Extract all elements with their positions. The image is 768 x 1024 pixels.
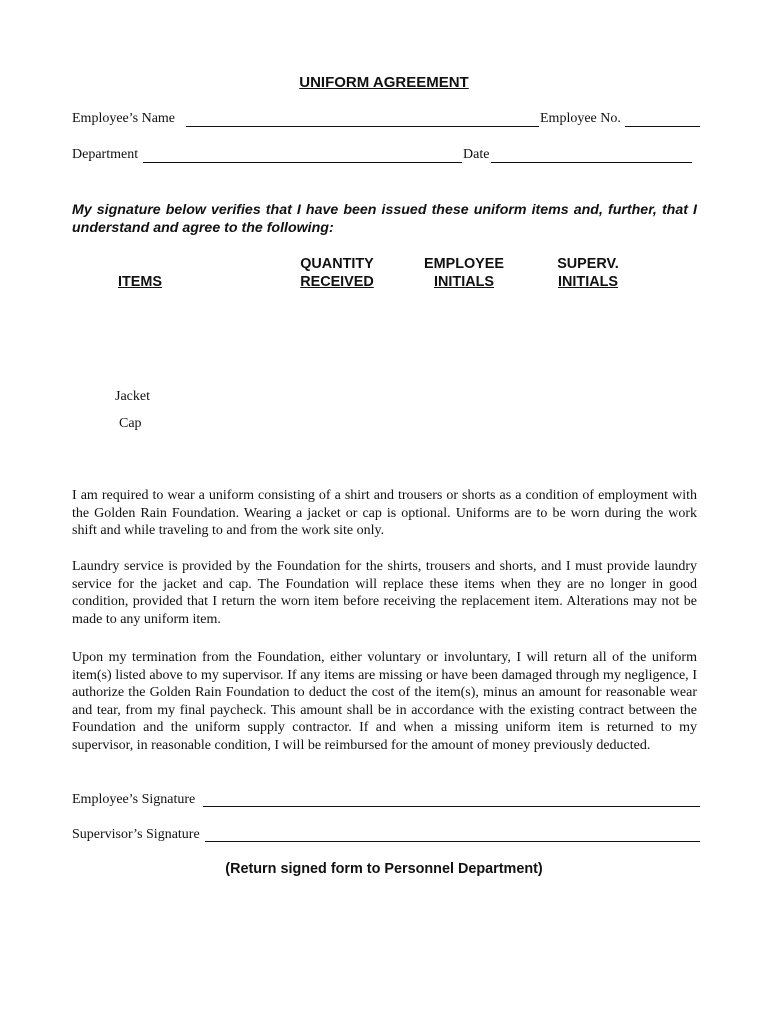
quantity-header-line2: RECEIVED xyxy=(300,274,374,290)
item-row-jacket: Jacket xyxy=(115,389,150,404)
paragraph-laundry-service: Laundry service is provided by the Foundation for the shirts, trousers and shorts, and I must provide laundry service for the jacket and cap. The Foundation will replace these items when they are no longer in good condition, provided that I return the worn item before receiving the replacement item. Alterations may not be made to any uniform item. xyxy=(72,559,697,627)
superv-header-line2: INITIALS xyxy=(558,274,618,290)
paragraph-uniform-requirement: I am required to wear a uniform consisting of a shirt and trousers or shorts as a condition of employment with the Golden Rain Foundation. Wearing a jacket or cap is optional. Uniforms are to be worn during the work shift and while traveling to and from the work site only. xyxy=(72,488,697,539)
date-label: Date xyxy=(463,147,490,162)
employee-header-line1: EMPLOYEE xyxy=(424,256,504,272)
superv-header-line1: SUPERV. xyxy=(557,256,619,272)
employee-signature-label: Employee’s Signature xyxy=(72,792,196,807)
items-column-header xyxy=(105,273,175,291)
employee-no-field[interactable] xyxy=(625,126,700,127)
employee-initials-column-header xyxy=(414,255,514,291)
items-header-text: ITEMS xyxy=(118,274,162,290)
supervisor-signature-field[interactable] xyxy=(205,841,700,842)
quantity-column-header xyxy=(290,255,384,291)
superv-initials-column-header xyxy=(546,255,630,291)
department-label: Department xyxy=(72,147,139,162)
employee-name-field[interactable] xyxy=(186,126,539,127)
quantity-header-line1: QUANTITY xyxy=(300,256,374,272)
return-instruction: (Return signed form to Personnel Department) xyxy=(225,861,543,877)
employee-header-line2: INITIALS xyxy=(434,274,494,290)
employee-no-label: Employee No. xyxy=(540,111,621,126)
item-row-cap: Cap xyxy=(119,416,142,431)
agreement-statement: My signature below verifies that I have been issued these uniform items and, further, that I understand and agree to the following: xyxy=(72,202,697,236)
paragraph-termination-return: Upon my termination from the Foundation, either voluntary or involuntary, I will return all of the uniform item(s) listed above to my supervisor. If any items are missing or have been damaged through my negligence, I authorize the Golden Rain Foundation to deduct the cost of the item(s), minus an amount for reasonable wear and tear, from my final paycheck. This amount shall be in accordance with the existing contract between the Foundation and the uniform supply contractor. If and when a missing uniform item is returned to my supervisor, in reasonable condition, I will be reimbursed for the amount of money previously deducted. xyxy=(72,650,697,753)
department-field[interactable] xyxy=(143,162,462,163)
supervisor-signature-label: Supervisor’s Signature xyxy=(72,827,200,842)
date-field[interactable] xyxy=(491,162,692,163)
employee-name-label: Employee’s Name xyxy=(72,111,176,126)
employee-signature-field[interactable] xyxy=(203,806,700,807)
form-title: UNIFORM AGREEMENT xyxy=(299,74,469,91)
